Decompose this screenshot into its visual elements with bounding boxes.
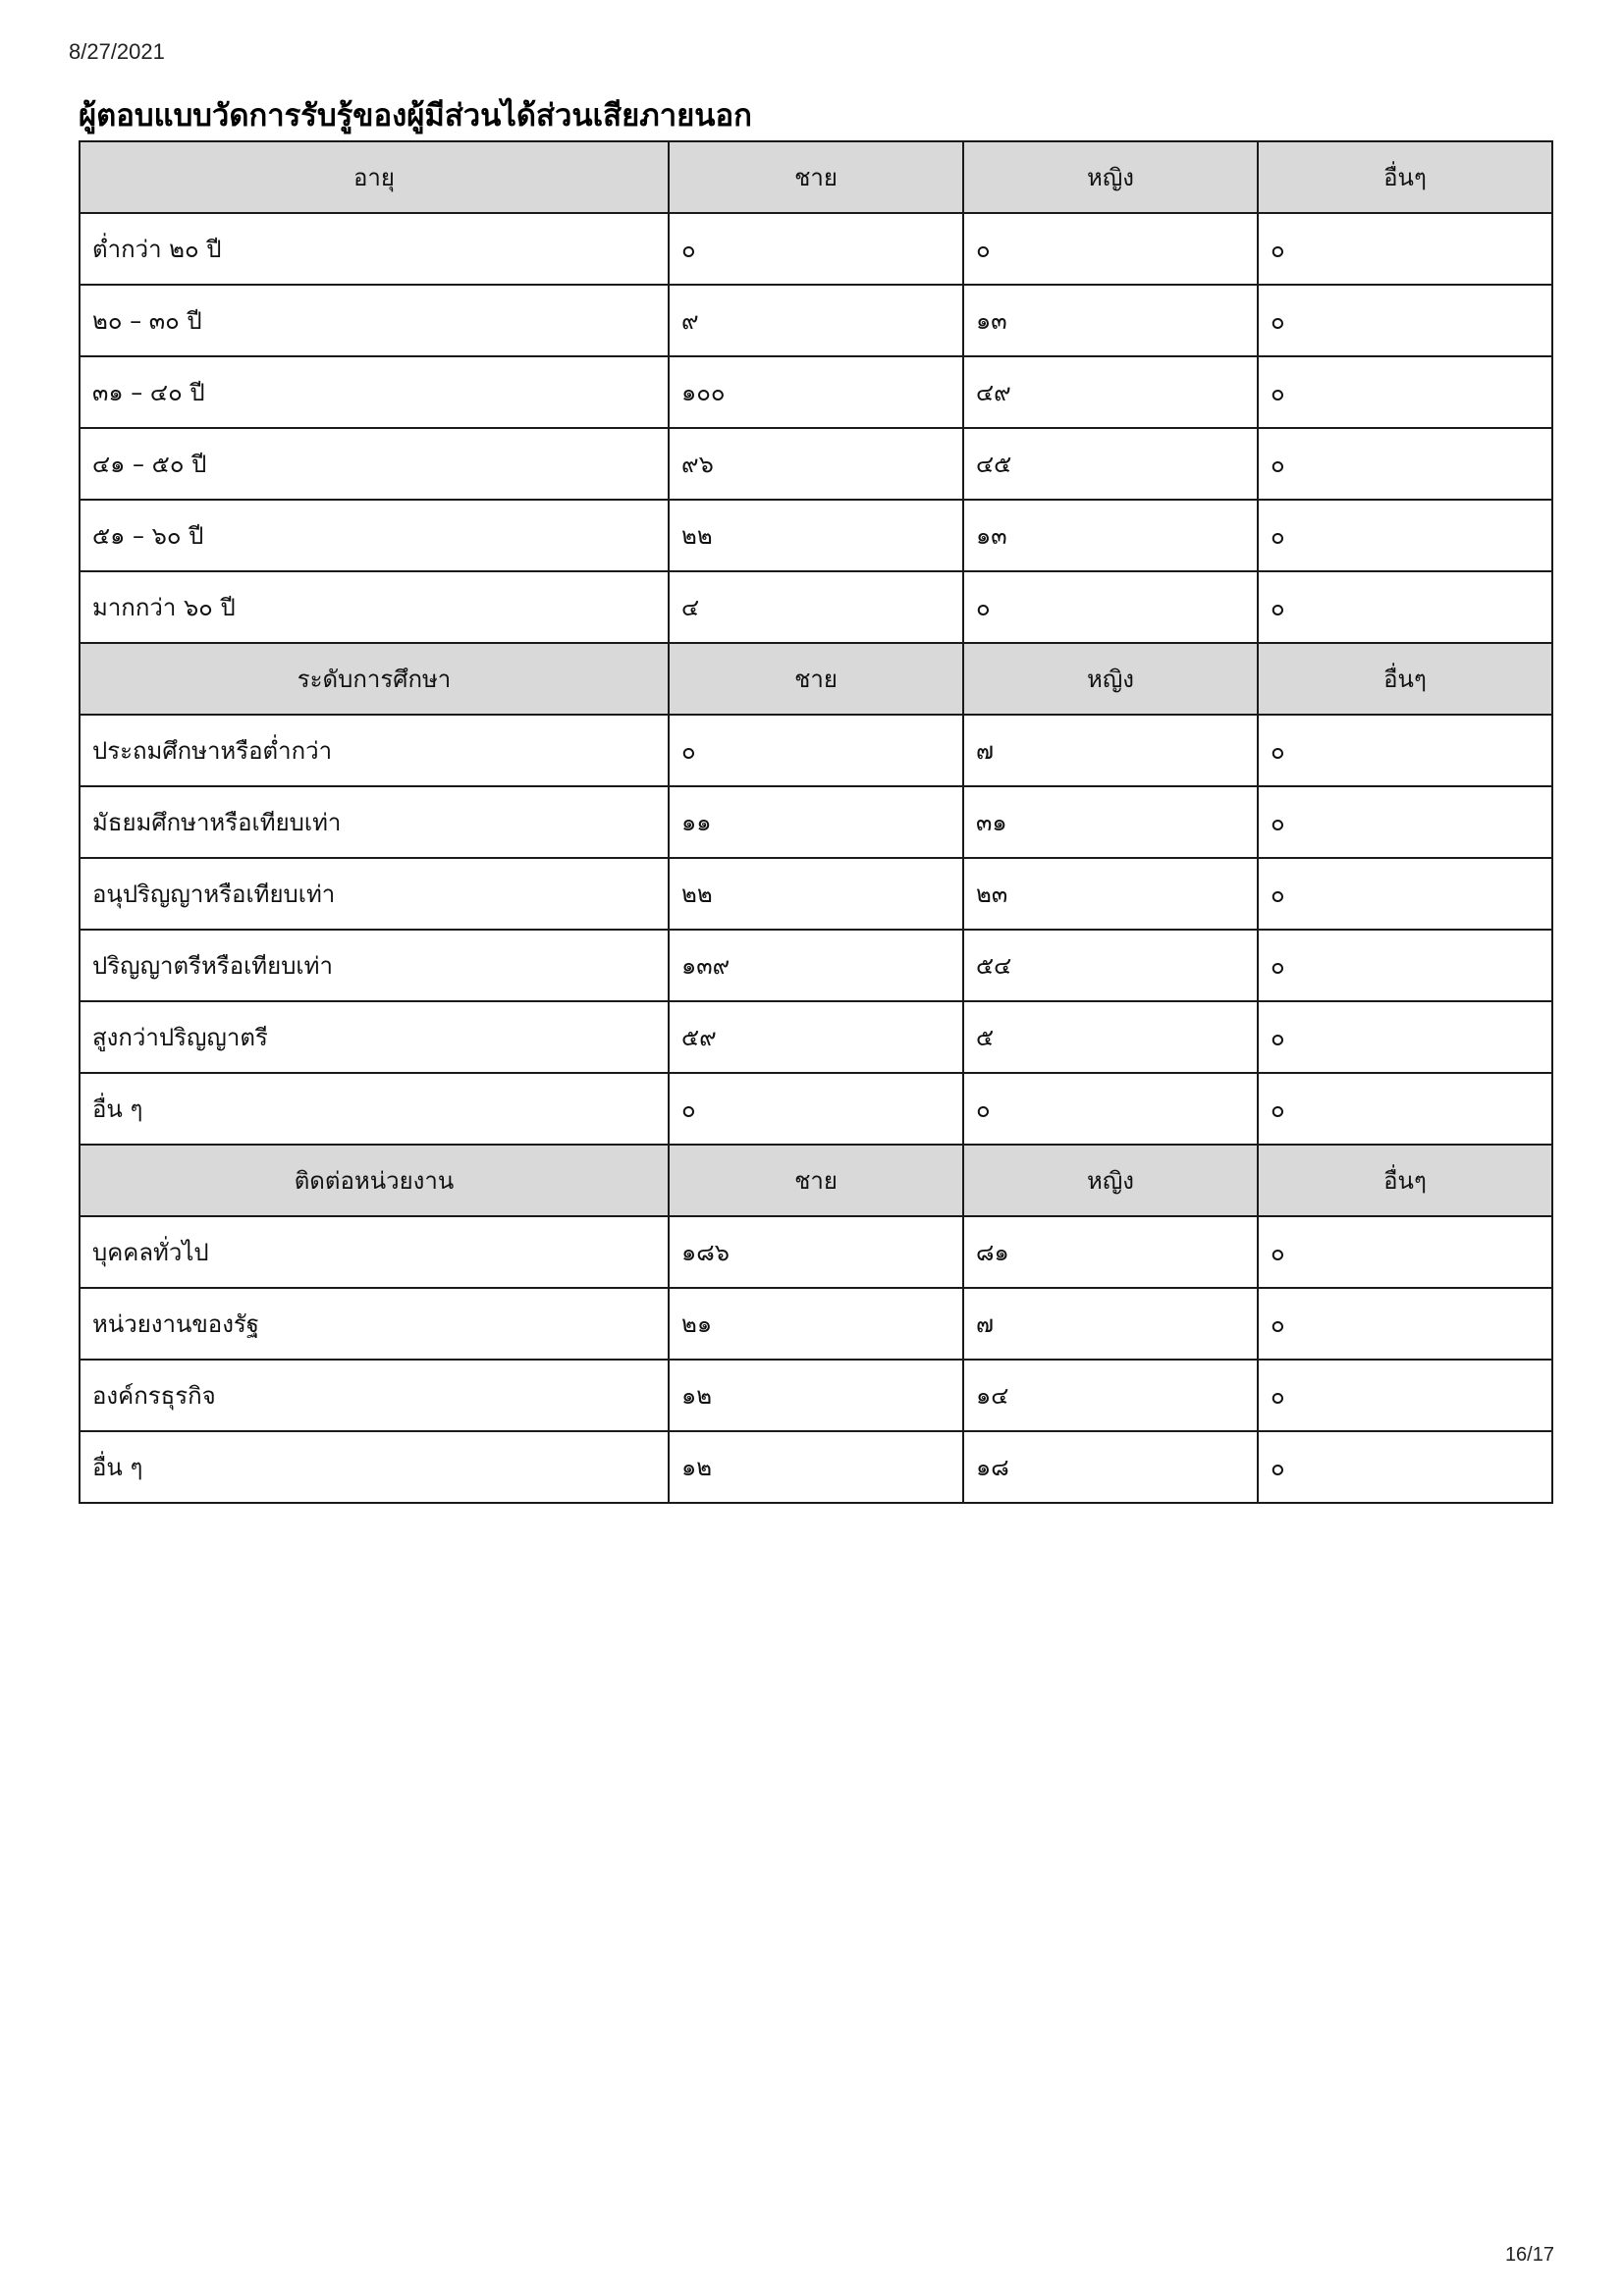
row-label: องค์กรธุรกิจ — [80, 1360, 669, 1431]
table-row — [80, 1288, 1552, 1360]
female-count: ๐ — [963, 571, 1258, 643]
female-count: ๐ — [963, 213, 1258, 285]
header-cell-other: อื่นๆ — [1258, 643, 1552, 715]
row-label: ๓๑ – ๔๐ ปี — [80, 356, 669, 428]
female-count: ๑๘ — [963, 1431, 1258, 1503]
header-cell-male: ชาย — [669, 141, 963, 213]
table-row — [80, 786, 1552, 858]
table-row — [80, 285, 1552, 356]
header-cell-other: อื่นๆ — [1258, 1145, 1552, 1216]
row-label: มากกว่า ๖๐ ปี — [80, 571, 669, 643]
male-count: ๒๑ — [669, 1288, 963, 1360]
male-count: ๒๒ — [669, 500, 963, 571]
male-count: ๑๒ — [669, 1360, 963, 1431]
table-row — [80, 1360, 1552, 1431]
other-count: ๐ — [1258, 715, 1552, 786]
header-cell-male: ชาย — [669, 643, 963, 715]
table-row — [80, 571, 1552, 643]
male-count: ๑๘๖ — [669, 1216, 963, 1288]
other-count: ๐ — [1258, 1001, 1552, 1073]
header-cell-female: หญิง — [963, 141, 1258, 213]
row-label: อื่น ๆ — [80, 1431, 669, 1503]
row-label: ต่ำกว่า ๒๐ ปี — [80, 213, 669, 285]
section-header-age — [80, 141, 1552, 213]
female-count: ๓๑ — [963, 786, 1258, 858]
female-count: ๑๔ — [963, 1360, 1258, 1431]
male-count: ๑๐๐ — [669, 356, 963, 428]
page-title: ผู้ตอบแบบวัดการรับรู้ของผู้มีส่วนได้ส่วนเสียภายนอก — [79, 98, 752, 133]
other-count: ๐ — [1258, 571, 1552, 643]
table-row — [80, 500, 1552, 571]
row-label: ๒๐ – ๓๐ ปี — [80, 285, 669, 356]
header-cell-female: หญิง — [963, 643, 1258, 715]
table-row — [80, 1001, 1552, 1073]
table-row — [80, 1073, 1552, 1145]
female-count: ๕๔ — [963, 930, 1258, 1001]
header-cell-category: ระดับการศึกษา — [80, 643, 669, 715]
other-count: ๐ — [1258, 786, 1552, 858]
respondent-table-container — [79, 140, 1551, 1504]
other-count: ๐ — [1258, 500, 1552, 571]
male-count: ๒๒ — [669, 858, 963, 930]
other-count: ๐ — [1258, 213, 1552, 285]
female-count: ๔๕ — [963, 428, 1258, 500]
male-count: ๕๙ — [669, 1001, 963, 1073]
other-count: ๐ — [1258, 428, 1552, 500]
header-cell-category: ติดต่อหน่วยงาน — [80, 1145, 669, 1216]
other-count: ๐ — [1258, 285, 1552, 356]
print-date: 8/27/2021 — [69, 39, 165, 64]
header-cell-male: ชาย — [669, 1145, 963, 1216]
row-label: สูงกว่าปริญญาตรี — [80, 1001, 669, 1073]
table-row — [80, 715, 1552, 786]
male-count: ๑๓๙ — [669, 930, 963, 1001]
row-label: อื่น ๆ — [80, 1073, 669, 1145]
row-label: ๕๑ – ๖๐ ปี — [80, 500, 669, 571]
section-header-education — [80, 643, 1552, 715]
table-row — [80, 1216, 1552, 1288]
header-cell-other: อื่นๆ — [1258, 141, 1552, 213]
row-label: อนุปริญญาหรือเทียบเท่า — [80, 858, 669, 930]
female-count: ๔๙ — [963, 356, 1258, 428]
other-count: ๐ — [1258, 356, 1552, 428]
other-count: ๐ — [1258, 1431, 1552, 1503]
female-count: ๗ — [963, 1288, 1258, 1360]
row-label: บุคคลทั่วไป — [80, 1216, 669, 1288]
page-number: 16/17 — [1504, 2244, 1554, 2266]
male-count: ๑๒ — [669, 1431, 963, 1503]
header-cell-female: หญิง — [963, 1145, 1258, 1216]
table-row — [80, 858, 1552, 930]
row-label: ปริญญาตรีหรือเทียบเท่า — [80, 930, 669, 1001]
female-count: ๗ — [963, 715, 1258, 786]
table-row — [80, 428, 1552, 500]
other-count: ๐ — [1258, 1288, 1552, 1360]
other-count: ๐ — [1258, 930, 1552, 1001]
row-label: ประถมศึกษาหรือต่ำกว่า — [80, 715, 669, 786]
table-row — [80, 1431, 1552, 1503]
male-count: ๙ — [669, 285, 963, 356]
male-count: ๐ — [669, 213, 963, 285]
other-count: ๐ — [1258, 1073, 1552, 1145]
other-count: ๐ — [1258, 1360, 1552, 1431]
female-count: ๘๑ — [963, 1216, 1258, 1288]
male-count: ๔ — [669, 571, 963, 643]
male-count: ๐ — [669, 715, 963, 786]
male-count: ๙๖ — [669, 428, 963, 500]
section-header-contact — [80, 1145, 1552, 1216]
male-count: ๐ — [669, 1073, 963, 1145]
row-label: มัธยมศึกษาหรือเทียบเท่า — [80, 786, 669, 858]
header-cell-category: อายุ — [80, 141, 669, 213]
female-count: ๒๓ — [963, 858, 1258, 930]
female-count: ๕ — [963, 1001, 1258, 1073]
table-row — [80, 930, 1552, 1001]
other-count: ๐ — [1258, 858, 1552, 930]
male-count: ๑๑ — [669, 786, 963, 858]
female-count: ๐ — [963, 1073, 1258, 1145]
female-count: ๑๓ — [963, 285, 1258, 356]
table-row — [80, 356, 1552, 428]
row-label: ๔๑ – ๕๐ ปี — [80, 428, 669, 500]
female-count: ๑๓ — [963, 500, 1258, 571]
respondent-table — [79, 140, 1553, 1504]
other-count: ๐ — [1258, 1216, 1552, 1288]
table-row — [80, 213, 1552, 285]
row-label: หน่วยงานของรัฐ — [80, 1288, 669, 1360]
